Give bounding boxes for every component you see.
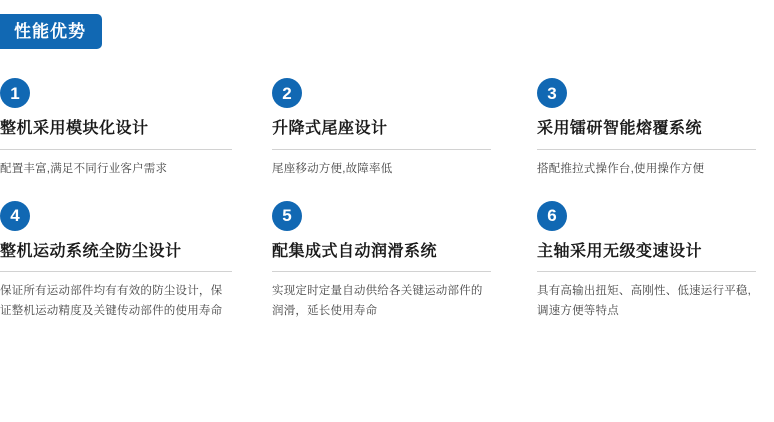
feature-description: 配置丰富,满足不同行业客户需求 [0,162,168,175]
feature-title: 配集成式自动润滑系统 [272,241,491,273]
feature-number-badge: 3 [537,78,567,108]
feature-description: 具有高输出扭矩、高刚性、低速运行平稳,调速方便等特点 [537,285,751,318]
feature-description: 尾座移动方便,故障率低 [272,162,393,175]
feature-description: 搭配推拉式操作台,使用操作方便 [537,162,705,175]
section-title-badge: 性能优势 [0,14,102,49]
feature-card-2 [250,78,509,179]
feature-grid [0,78,774,322]
feature-title: 升降式尾座设计 [272,118,491,150]
feature-description: 实现定时定量自动供给各关键运动部件的润滑，延长使用寿命 [272,285,483,318]
feature-card-3 [509,78,774,179]
feature-card-4 [0,201,250,322]
feature-number-badge: 2 [272,78,302,108]
feature-number-badge: 6 [537,201,567,231]
feature-number-badge: 4 [0,201,30,231]
feature-number-badge: 5 [272,201,302,231]
feature-title: 整机运动系统全防尘设计 [0,241,232,273]
feature-title: 主轴采用无级变速设计 [537,241,756,273]
feature-title: 整机采用模块化设计 [0,118,232,150]
feature-title: 采用镭研智能熔覆系统 [537,118,756,150]
feature-card-6 [509,201,774,322]
feature-description: 保证所有运动部件均有有效的防尘设计，保证整机运动精度及关键传动部件的使用寿命 [0,285,223,318]
feature-number-badge: 1 [0,78,30,108]
feature-card-1 [0,78,250,179]
feature-card-5 [250,201,509,322]
